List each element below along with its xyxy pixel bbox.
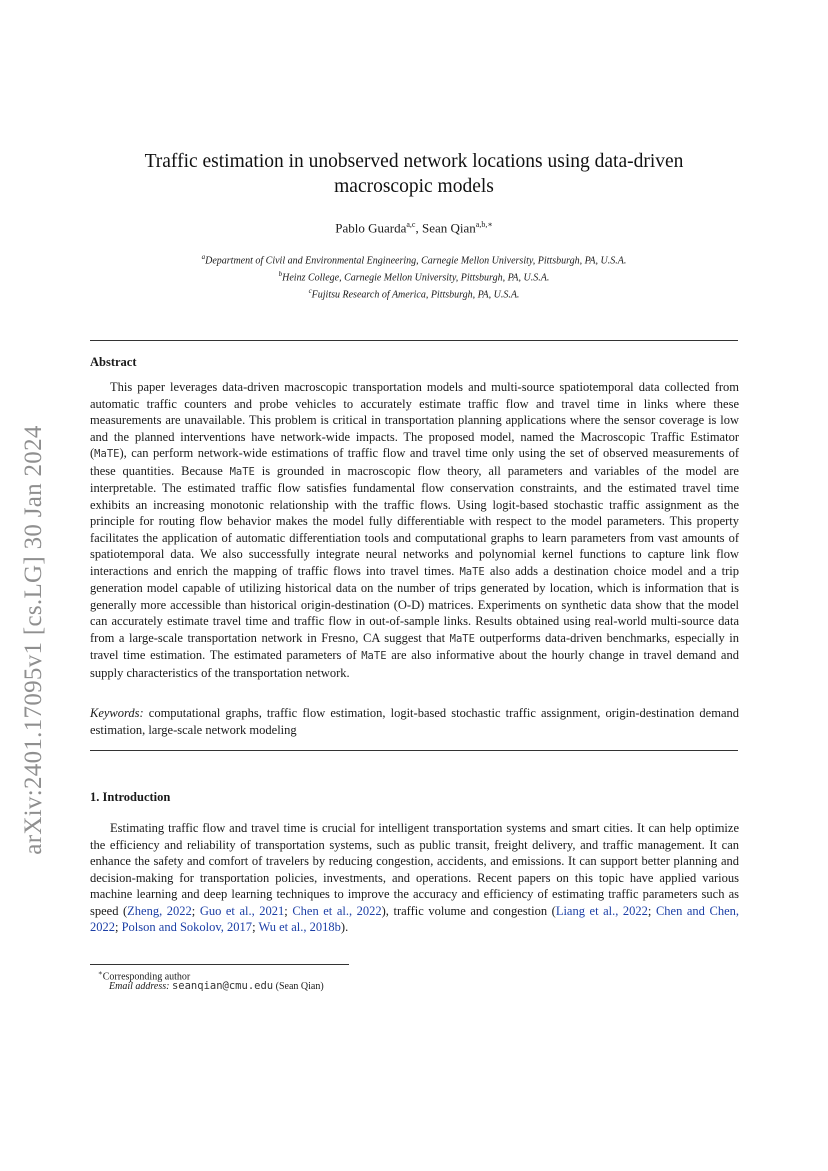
email-label: Email address:: [109, 981, 172, 992]
affiliation-mark: c: [308, 286, 312, 295]
model-name-code: MaTE: [94, 448, 120, 460]
paper-title: [110, 149, 718, 199]
citation-link[interactable]: Polson and Sokolov, 2017: [121, 920, 253, 934]
email-address-link[interactable]: seanqian@cmu.edu: [171, 980, 274, 992]
keywords-text: computational graphs, traffic flow estimation, logit-based stochastic traffic assignment, origin-destination demand estimation, large-scale network modeling: [90, 706, 739, 737]
model-name-code: MaTE: [449, 632, 475, 645]
abstract-text: also adds a destination choice model and a trip generation model capable of utilizing historical data on the number of trips generated by location, which is information that is generally more accessible than historical origin-destination (O-D) matrices. Experiments on synthetic data show that the model can accurately estimate travel time and traffic flow in out-of-sample links. Results obtained using real-world multi-source data from a large-scale transportation network in Fresno, CA suggest that: [90, 563, 739, 645]
abstract-text: This paper leverages data-driven macroscopic transportation models and multi-source spatiotemporal data collected from automatic traffic counters and probe vehicles to accurately estimate traffic flow and travel time in links where these measurements are unavailable. This problem is critical in transportation planning applications where the sensor coverage is low and the planned interventions have network-wide impacts. The proposed model, named the Macroscopic Traffic Estimator (: [90, 380, 739, 460]
abstract-heading: Abstract: [90, 355, 137, 369]
section-heading-introduction: 1. Introduction: [90, 790, 171, 804]
affiliation-list: [90, 251, 738, 301]
abstract-text: outperforms data-driven benchmarks, especially in travel time estimation. The estimated parameters of: [90, 630, 739, 662]
paper-title-line-2: macroscopic models: [334, 176, 494, 197]
abstract-text: ), can perform network-wide estimations of traffic flow and travel time only using the set of observed measurements of these quantities. Because: [90, 446, 739, 478]
citation-separator: ;: [115, 920, 122, 934]
abstract-text: are also informative about the hourly change in travel demand and supply characteristics of the transportation network.: [90, 648, 739, 680]
citation-separator: ;: [191, 903, 200, 918]
footnote-mark: ∗: [98, 969, 103, 977]
citation-link[interactable]: Guo et al., 2021: [199, 903, 285, 918]
citation-link[interactable]: Chen et al., 2022: [292, 903, 382, 918]
model-name-code: MaTE: [459, 565, 485, 578]
author-name: Pablo Guarda: [335, 220, 407, 236]
model-name-code: MaTE: [229, 465, 255, 478]
citation-link[interactable]: Zheng, 2022: [127, 903, 192, 918]
footnote-text: Corresponding author: [102, 971, 191, 983]
affiliation-mark: b: [278, 269, 283, 278]
footnote-email: [90, 980, 609, 993]
affiliation-text: Fujitsu Research of America, Pittsburgh, PA, U.S.A.: [311, 288, 520, 300]
paper-title-line-1: Traffic estimation in unobserved network locations using data-driven: [144, 151, 684, 172]
citation-separator: ;: [284, 903, 293, 918]
author-affiliation-marks: a,c: [406, 220, 416, 229]
introduction-text: ).: [340, 920, 349, 934]
keywords-label: Keywords:: [90, 706, 144, 720]
affiliation-line: [90, 251, 738, 268]
affiliation-mark: a: [201, 253, 206, 261]
author-list: [90, 220, 738, 236]
affiliation-line: [90, 268, 738, 285]
introduction-paragraph: [90, 820, 739, 936]
keywords-paragraph: [90, 705, 739, 738]
email-owner: (Sean Qian): [273, 981, 324, 992]
abstract-text: is grounded in macroscopic flow theory, all parameters and variables of the model are interpretable. The estimated traffic flow satisfies fundamental flow conservation constraints, and the estimated travel time exhibits an increasing monotonic relationship with the traffic flows. Using logit-based stochastic traffic assignment as the principle for routing flow behavior makes the model fully differentiable with respect to the model parameters. This property facilitates the application of automatic differentiation tools and computational graphs to learn parameters from vast amounts of spatiotemporal data. We also successfully integrate neural networks and polynomial kernel functions to capture link flow interactions and enrich the mapping of traffic flows into travel times.: [90, 463, 739, 578]
arxiv-identifier-stamp: arXiv:2401.17095v1 [cs.LG] 30 Jan 2024: [20, 425, 47, 855]
affiliation-line: [90, 285, 738, 302]
affiliation-text: Heinz College, Carnegie Mellon University, Pittsburgh, PA, U.S.A.: [282, 272, 550, 284]
citation-separator: ;: [252, 920, 259, 934]
author-affiliation-marks: a,b,∗: [475, 220, 493, 229]
model-name-code: MaTE: [361, 650, 387, 662]
author-separator: ,: [415, 220, 422, 236]
citation-separator: ;: [647, 903, 656, 918]
citation-link[interactable]: Chen and Chen, 2022: [90, 903, 739, 934]
citation-link[interactable]: Wu et al., 2018b: [258, 920, 341, 934]
footnote-rule: [90, 964, 349, 965]
abstract-top-rule: [90, 340, 738, 341]
introduction-text: ), traffic volume and congestion (: [381, 903, 556, 918]
author-name: Sean Qian: [421, 220, 476, 236]
abstract-bottom-rule: [90, 750, 738, 751]
citation-link[interactable]: Liang et al., 2022: [555, 903, 648, 918]
introduction-text: Estimating traffic flow and travel time is crucial for intelligent transportation systems and smart cities. It can help optimize the efficiency and reliability of transportation systems, such as public transit, freight delivery, and traffic management. It can enhance the safety and comfort of travelers by reducing congestion, accidents, and emissions. It can support better planning and decision-making for transportation policies, investments, and operations. Recent papers on this topic have applied various machine learning and deep learning techniques to improve the accuracy and efficiency of estimating traffic parameters such as speed (: [90, 821, 739, 918]
affiliation-text: Department of Civil and Environmental Engineering, Carnegie Mellon University, Pittsburgh, PA, U.S.A.: [205, 255, 627, 267]
abstract-paragraph: [90, 379, 739, 681]
